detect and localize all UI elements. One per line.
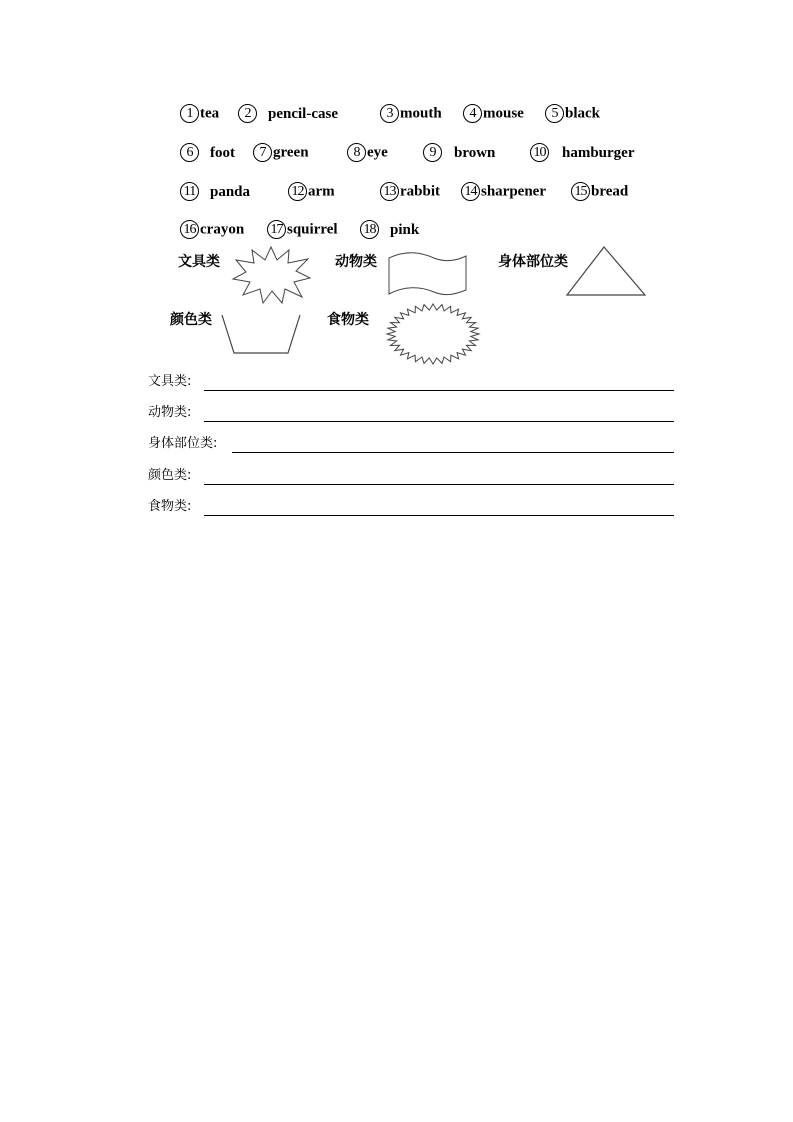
word-text: mouth [400, 105, 442, 122]
word-text: crayon [200, 221, 245, 238]
word-text: pink [390, 221, 420, 238]
number-circle: 18 [360, 220, 379, 239]
word-item-9 [423, 142, 495, 163]
number-circle: 9 [423, 143, 442, 162]
word-item-4 [463, 103, 524, 124]
word-text: tea [200, 105, 220, 122]
word-item-16 [180, 219, 244, 240]
number-circle: 1 [180, 104, 199, 123]
answer-label: 颜色类: [148, 468, 192, 483]
answer-label: 食物类: [148, 499, 192, 514]
word-item-7 [253, 142, 309, 163]
wave-banner-shape [386, 250, 470, 298]
word-item-1 [180, 103, 219, 124]
number-circle: 8 [347, 143, 366, 162]
word-item-14 [461, 181, 546, 202]
answer-label: 文具类: [148, 374, 192, 389]
answer-blank[interactable] [204, 421, 674, 422]
category-label-food: 食物类 [327, 312, 369, 328]
answer-blank[interactable] [204, 515, 674, 516]
number-circle: 17 [267, 220, 286, 239]
word-text: brown [454, 144, 496, 161]
category-label-body-parts: 身体部位类 [498, 254, 568, 270]
word-item-10 [530, 142, 635, 163]
category-label-colors: 颜色类 [170, 312, 212, 328]
number-circle: 2 [238, 104, 257, 123]
word-item-5 [545, 103, 600, 124]
number-circle: 15 [571, 182, 590, 201]
word-text: black [565, 105, 601, 122]
answer-line-animals [148, 404, 678, 424]
word-text: arm [308, 183, 335, 200]
number-circle: 10 [530, 143, 549, 162]
answer-line-stationery [148, 373, 678, 393]
number-circle: 6 [180, 143, 199, 162]
word-item-18 [360, 219, 419, 240]
word-text: hamburger [562, 144, 635, 161]
word-item-15 [571, 181, 628, 202]
answer-blank[interactable] [204, 484, 674, 485]
answer-label: 身体部位类: [148, 436, 218, 451]
word-item-8 [347, 142, 388, 163]
word-text: bread [591, 183, 629, 200]
triangle-shape [564, 244, 648, 300]
word-item-17 [267, 219, 338, 240]
answer-line-body-parts [148, 435, 678, 455]
word-item-3 [380, 103, 442, 124]
word-text: foot [210, 144, 235, 161]
category-label-animals: 动物类 [335, 254, 377, 270]
answer-line-colors [148, 467, 678, 487]
word-text: rabbit [400, 183, 441, 200]
starburst-shape [230, 245, 312, 305]
word-item-13 [380, 181, 440, 202]
seal-burst-shape [384, 302, 482, 366]
number-circle: 14 [461, 182, 480, 201]
number-circle: 13 [380, 182, 399, 201]
word-text: squirrel [287, 221, 338, 238]
number-circle: 3 [380, 104, 399, 123]
number-circle: 5 [545, 104, 564, 123]
number-circle: 11 [180, 182, 199, 201]
number-circle: 12 [288, 182, 307, 201]
word-item-2 [238, 103, 338, 124]
trapezoid-shape [218, 312, 304, 358]
answer-line-food [148, 498, 678, 518]
number-circle: 4 [463, 104, 482, 123]
word-text: eye [367, 144, 388, 161]
answer-blank[interactable] [204, 390, 674, 391]
word-item-6 [180, 142, 235, 163]
word-item-11 [180, 181, 250, 202]
number-circle: 16 [180, 220, 199, 239]
word-text: green [273, 144, 309, 161]
word-text: mouse [483, 105, 524, 122]
word-text: panda [210, 183, 251, 200]
number-circle: 7 [253, 143, 272, 162]
word-text: pencil-case [268, 105, 338, 122]
category-label-stationery: 文具类 [178, 254, 220, 270]
answer-label: 动物类: [148, 405, 192, 420]
answer-blank[interactable] [232, 452, 674, 453]
word-item-12 [288, 181, 335, 202]
word-text: sharpener [481, 183, 546, 200]
